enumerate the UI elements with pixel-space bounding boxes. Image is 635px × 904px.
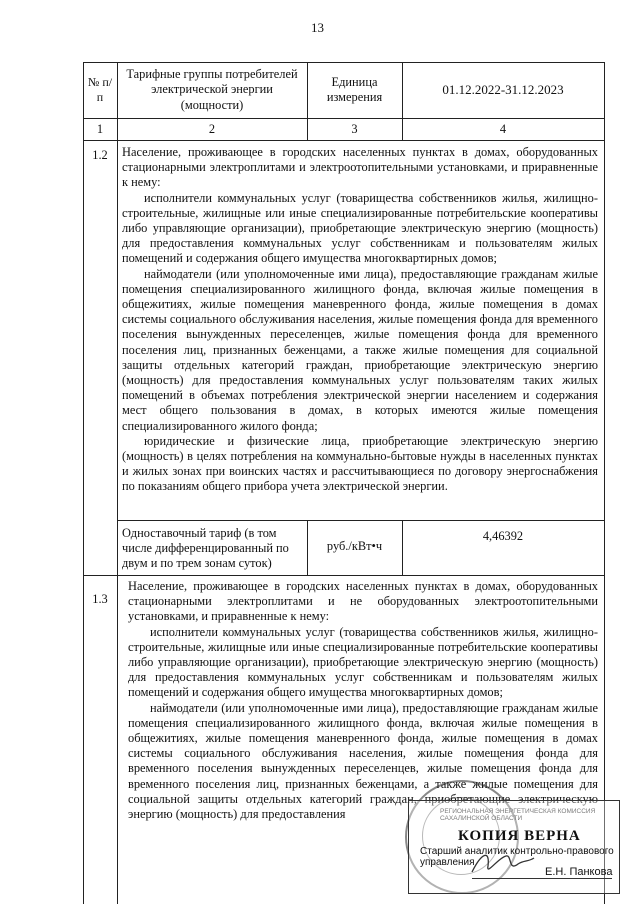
row-number-1-2: 1.2 [92, 148, 108, 162]
stamp-signatory-name: Е.Н. Панкова [545, 866, 613, 878]
column-number-3: 3 [351, 122, 358, 136]
row-divider [83, 575, 604, 576]
page-number: 13 [311, 20, 324, 35]
row-1-2-paragraph-1: Население, проживающее в городских населенных пунктах в домах, оборудованных стационарными электроплитами и электроотопительными установками, и приравненные к нему: [122, 145, 598, 190]
column-divider-2-header [307, 62, 308, 140]
table-border-right [604, 62, 605, 904]
row-1-3-paragraph-3: наймодатели (или уполномоченные ими лица), предоставляющие гражданам жилые помещения специализированного жилищного фонда, включая жилые помещения в общежитиях, жилые помещения маневренного фонда, жилые помещения в домах системы социального обслуживания населения, жилые помещения фонда для временного поселения вынужденных переселенцев, жилые помещения фонда для временного поселения лиц, признанных беженцами, а также жилые помещения для социальной защиты отдельных категорий граждан, приобретающие электрическую энергию (мощность) для предоставления [128, 700, 598, 822]
row-1-2-paragraph-2: исполнители коммунальных услуг (товарищества собственников жилья, жилищно-строительные, жилищные или иные специализированные потребительские кооперативы либо управляющие организации), приобретающие электрическую энергию (мощность) для предоставления коммунальных услуг собственникам и пользователям жилых помещений и содержания общего имущества многоквартирных домов; [122, 190, 598, 266]
tariff-label: Одноставочный тариф (в том числе дифференцированный по двум и по трем зонам суток) [122, 526, 289, 570]
tariff-unit: руб./кВт•ч [326, 539, 383, 554]
signature-icon [468, 846, 538, 880]
signature-line [472, 878, 612, 879]
numbering-divider [83, 140, 604, 141]
tariff-value: 4,46392 [482, 529, 524, 544]
column-divider-1 [117, 62, 118, 904]
row-1-3-paragraph-1: Население, проживающее в городских населенных пунктах в домах, оборудованных стационарными электроплитами и не оборудованных электроотопительными установками, и приравненные к нему: [128, 579, 598, 624]
header-number: № п/п [87, 74, 113, 104]
stamp-title: КОПИЯ ВЕРНА [458, 828, 581, 844]
column-number-2: 2 [208, 122, 216, 136]
row-1-3-description [128, 579, 598, 822]
row-number-1-3: 1.3 [92, 592, 108, 606]
table-border-top [83, 62, 604, 63]
tariff-row-top [117, 520, 604, 521]
column-divider-3-tariff [402, 520, 403, 575]
table-border-left [83, 62, 84, 904]
column-number-4: 4 [499, 122, 507, 136]
header-unit: Единица измерения [326, 74, 383, 104]
header-tariff-group: Тарифные группы потребителей электрической энергии (мощности) [126, 67, 298, 112]
column-divider-3-header [402, 62, 403, 140]
row-1-2-paragraph-3: наймодатели (или уполномоченные ими лица), предоставляющие гражданам жилые помещения специализированного жилищного фонда, включая жилые помещения в общежитиях, жилые помещения маневренного фонда, жилые помещения в домах системы социального обслуживания населения, жилые помещения фонда для временного поселения вынужденных переселенцев, жилые помещения фонда для временного поселения лиц, признанных беженцами, а также жилые помещения для социальной защиты отдельных категорий граждан, приобретающие электрическую энергию (мощность) для предоставления коммунальных услуг пользователям таких жилых помещений в объемах потребления электрической энергии населением и содержания мест общего пользования в домах, в которых имеются жилые помещения специализированного жилого фонда; [122, 266, 598, 433]
row-1-3-paragraph-2: исполнители коммунальных услуг (товарищества собственников жилья, жилищно-строительные, жилищные или иные специализированные потребительские кооперативы либо управляющие организации), приобретающие электрическую энергию (мощность) для предоставления коммунальных услуг собственникам и пользователям жилых помещений и содержания общего имущества многоквартирных домов; [128, 624, 598, 700]
column-number-1: 1 [96, 122, 104, 136]
row-1-2-paragraph-4: юридические и физические лица, приобретающие электрическую энергию (мощность) в целях потребления на коммунально-бытовые нужды в населенных пунктах и жилых зонах при воинских частях и рассчитывающиеся по договору энергоснабжения по показаниям общего прибора учета электрической энергии. [122, 433, 598, 494]
seal-text: РЕГИОНАЛЬНАЯ ЭНЕРГЕТИЧЕСКАЯ КОМИССИЯ САХАЛИНСКОЙ ОБЛАСТИ [440, 808, 596, 822]
header-period: 01.12.2022-31.12.2023 [442, 82, 564, 98]
stamp-role: Старший аналитик контрольно-правового управления [420, 846, 614, 868]
header-divider [83, 118, 604, 119]
row-1-2-description [122, 145, 598, 495]
column-divider-2-tariff [307, 520, 308, 575]
